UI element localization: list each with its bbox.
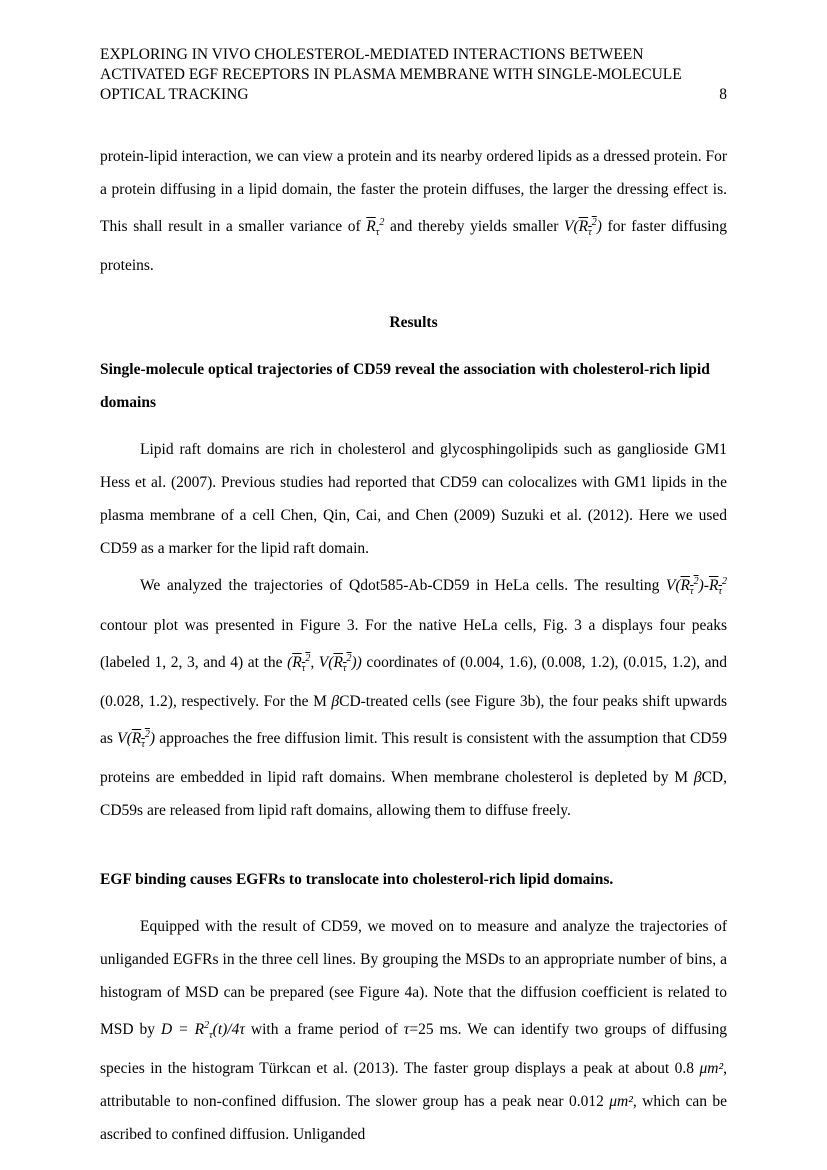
cd59-paragraph-2: We analyzed the trajectories of Qdot585-Ab-CD59 in HeLa cells. The resulting $V(R_\tau^2)-R_\tau^2$ contour plot was presented in Figure 3. For the native HeLa cells, Fig. 3 a displays four peaks (labeled 1, 2, 3, and 4) at the ($R_\tau^2$, $V(R_\tau^2)$) coordinates of (0.004, 1.6), (0.008, 1.2), (0.015, 1.2), and (0.028, 1.2), respectively. For the M βCD-treated cells (see Figure 3b), the four peaks shift upwards as $V(R_\tau^2)$ approaches the free diffusion limit. This result is consistent with the assumption that CD59 proteins are embedded in lipid raft domains. When membrane cholesterol is depleted by M βCD, CD59s are released from lipid raft domains, allowing them to diffuse freely. [100, 576, 728, 819]
math-unit-um2-2: μm² [609, 1093, 633, 1111]
math-tau: τ [403, 1021, 410, 1039]
intro-paragraph: protein-lipid interaction, we can view a protein and its nearby ordered lipids as a dressed protein. For a protein diffusing in a lipid domain, the faster the protein diffuses, the larger the dressing effect is. This shall result in a smaller variance of $\overline{R}_\tau^2$ and thereby yields smaller $V(R_\tau^2)$ for faster diffusing proteins. [100, 148, 727, 275]
math-beta: β [331, 692, 340, 710]
subsection-cd59-title: Single-molecule optical trajectories of CD59 reveal the association with cholesterol-rich lipid domains [100, 361, 710, 412]
subsection-egf-title: EGF binding causes EGFRs to translocate into cholesterol-rich lipid domains. [100, 871, 614, 888]
math-var-vs-r: $V(R_\tau^2)-R_\tau^2$ [665, 576, 727, 598]
results-heading: Results [389, 314, 438, 332]
body-text [100, 140, 727, 1151]
egfr-paragraph-1: Equipped with the result of CD59, we moved on to measure and analyze the trajectories of unliganded EGFRs in the three cell lines. By grouping the MSDs to an appropriate number of bins, a histogram of MSD can be prepared (see Figure 4a). Note that the diffusion coefficient is related to MSD by $D = R^2_\tau(t)/4\tau$ with a frame period of τ=25 ms. We can identify two groups of diffusing species in the histogram Türkcan et al. (2013). The faster group displays a peak at about 0.8 μm², attributable to non-confined diffusion. The slower group has a peak near 0.012 μm², which can be ascribed to confined diffusion. Unliganded [100, 918, 727, 1144]
math-r-tau-sq: $\overline{R}_\tau^2$ [366, 217, 385, 239]
math-coordinate-pair: ($R_\tau^2$, $V(R_\tau^2)$) [287, 652, 362, 674]
header-line-1: EXPLORING IN VIVO CHOLESTEROL-MEDIATED INTERACTIONS BETWEEN [100, 46, 644, 63]
math-unit-um2: μm² [699, 1060, 724, 1078]
header-line-3: OPTICAL TRACKING [100, 86, 249, 103]
math-var-r-tau-sq-2: $V(R_\tau^2)$ [117, 728, 156, 750]
page-number: 8 [719, 86, 727, 103]
header-line-2: ACTIVATED EGF RECEPTORS IN PLASMA MEMBRANE WITH SINGLE-MOLECULE [100, 66, 682, 83]
math-diffusion-formula: $D = R^2_\tau(t)/4\tau$ [161, 1020, 245, 1042]
running-header [100, 45, 727, 105]
math-var-r-tau-sq: $V(R_\tau^2)$ [564, 217, 602, 239]
math-beta-2: β [693, 769, 702, 786]
cd59-paragraph-1: Lipid raft domains are rich in cholesterol and glycosphingolipids such as ganglioside GM1 Hess et al. (2007). Previous studies had reported that CD59 can colocalizes with GM1 lipids in the plasma membrane of a cell Chen, Qin, Cai, and Chen (2009) Suzuki et al. (2012). Here we used CD59 as a marker for the lipid raft domain. [100, 441, 727, 558]
